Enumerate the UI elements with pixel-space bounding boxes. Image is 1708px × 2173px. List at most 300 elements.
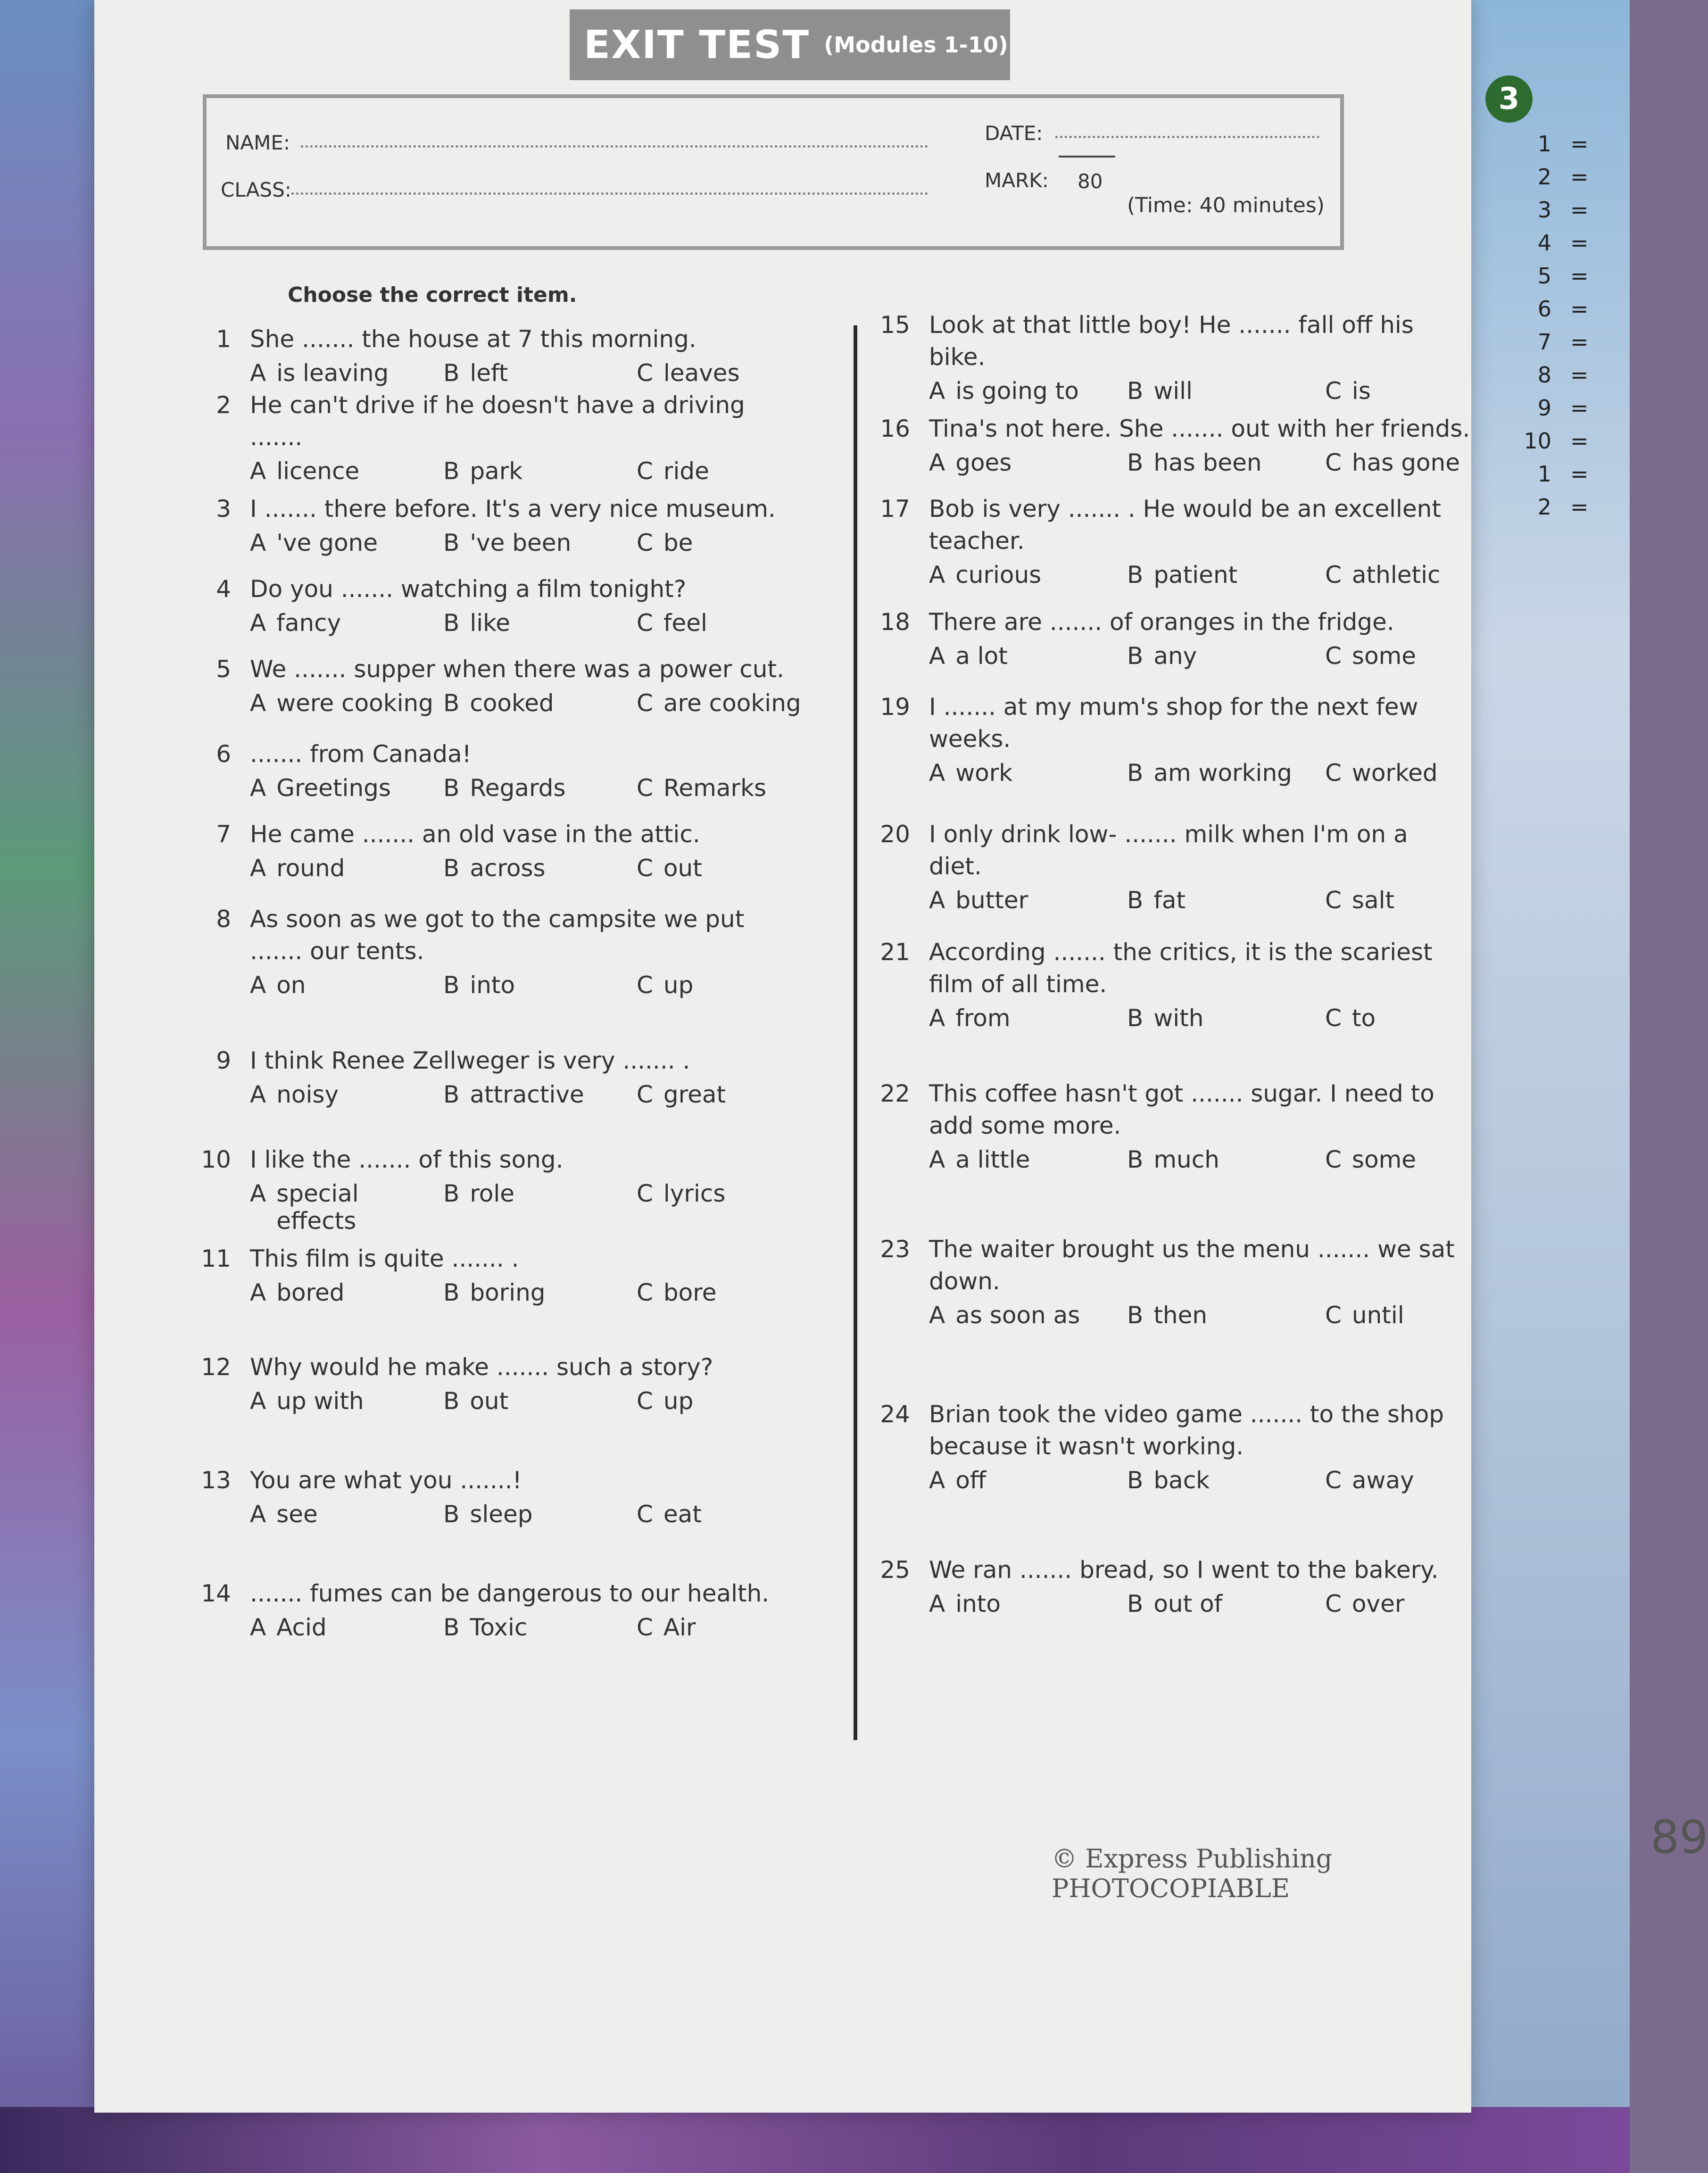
question-text-continued: down. bbox=[929, 1268, 1000, 1295]
option-b[interactable] bbox=[1127, 449, 1325, 476]
option-text: any bbox=[1153, 642, 1197, 670]
option-text: am working bbox=[1153, 759, 1292, 787]
option-b[interactable] bbox=[1127, 1590, 1325, 1617]
option-text: on bbox=[276, 971, 306, 999]
question-3 bbox=[189, 495, 839, 556]
option-text: Acid bbox=[276, 1614, 327, 1641]
option-letter: C bbox=[1325, 377, 1342, 405]
option-letter: C bbox=[637, 689, 653, 717]
option-text: out of bbox=[1153, 1590, 1223, 1617]
option-a[interactable] bbox=[929, 759, 1127, 787]
question-text: Why would he make ....... such a story? bbox=[250, 1353, 713, 1381]
option-letter: B bbox=[443, 609, 460, 637]
question-line bbox=[868, 1401, 1537, 1428]
date-field[interactable] bbox=[1055, 136, 1319, 138]
question-number: 2 bbox=[216, 391, 231, 419]
equals-sign: = bbox=[1570, 395, 1589, 421]
option-text: bored bbox=[276, 1279, 345, 1306]
option-text: Remarks bbox=[663, 774, 767, 802]
option-letter: A bbox=[250, 1279, 266, 1306]
question-line bbox=[189, 495, 839, 523]
answer-options bbox=[250, 1614, 839, 1641]
background-bottom bbox=[0, 2107, 1630, 2173]
option-text: athletic bbox=[1351, 561, 1441, 589]
option-letter: B bbox=[1127, 1004, 1144, 1032]
question-text: Look at that little boy! He ....... fall off his bbox=[929, 311, 1414, 339]
option-text: over bbox=[1351, 1590, 1405, 1617]
option-letter: C bbox=[1325, 449, 1342, 476]
option-letter: C bbox=[637, 609, 653, 637]
question-line bbox=[868, 495, 1537, 523]
option-a[interactable] bbox=[929, 1146, 1127, 1173]
option-a[interactable] bbox=[250, 1081, 443, 1108]
option-letter: C bbox=[1325, 1590, 1342, 1617]
option-text: are cooking bbox=[663, 689, 801, 717]
title-bar bbox=[570, 9, 1010, 80]
option-letter: C bbox=[637, 1614, 653, 1641]
option-b[interactable] bbox=[1127, 377, 1325, 405]
equals-sign: = bbox=[1570, 263, 1589, 289]
question-text: We ran ....... bread, so I went to the bakery. bbox=[929, 1556, 1439, 1584]
answer-options bbox=[929, 1146, 1537, 1173]
column-divider bbox=[854, 325, 857, 1740]
option-letter: C bbox=[1325, 561, 1342, 589]
option-c[interactable] bbox=[637, 359, 740, 387]
question-text: I ....... there before. It's a very nice museum. bbox=[250, 495, 776, 523]
option-a[interactable] bbox=[929, 377, 1127, 405]
question-line bbox=[189, 821, 839, 848]
option-c[interactable] bbox=[1325, 449, 1460, 476]
question-line bbox=[189, 1245, 839, 1272]
option-text: a lot bbox=[955, 642, 1008, 670]
option-text: like bbox=[470, 609, 511, 637]
question-19 bbox=[868, 693, 1537, 787]
question-text: I like the ....... of this song. bbox=[250, 1146, 564, 1173]
option-c[interactable] bbox=[637, 689, 801, 717]
equals-sign: = bbox=[1570, 164, 1589, 190]
question-line bbox=[189, 740, 839, 768]
question-text: Do you ....... watching a film tonight? bbox=[250, 575, 687, 603]
option-c[interactable] bbox=[637, 1180, 725, 1235]
question-20 bbox=[868, 821, 1537, 914]
option-a[interactable] bbox=[929, 449, 1127, 476]
option-c[interactable] bbox=[637, 971, 693, 999]
option-b[interactable] bbox=[443, 1180, 637, 1235]
option-text: role bbox=[470, 1180, 515, 1207]
question-25 bbox=[868, 1556, 1537, 1617]
question-line bbox=[189, 905, 839, 933]
question-line bbox=[189, 1353, 839, 1381]
option-c[interactable] bbox=[637, 1279, 716, 1306]
option-text: patient bbox=[1153, 561, 1238, 589]
class-field[interactable] bbox=[291, 192, 928, 195]
question-text: Bob is very ....... . He would be an excellent bbox=[929, 495, 1441, 523]
question-text: I ....... at my mum's shop for the next few bbox=[929, 693, 1418, 721]
option-letter: A bbox=[929, 1004, 945, 1032]
option-b[interactable] bbox=[1127, 759, 1325, 787]
option-b[interactable] bbox=[443, 854, 637, 882]
question-6 bbox=[189, 740, 839, 802]
option-b[interactable] bbox=[1127, 1146, 1325, 1173]
mark-label: MARK: bbox=[985, 169, 1049, 192]
question-24 bbox=[868, 1401, 1537, 1494]
question-22 bbox=[868, 1080, 1537, 1173]
option-c[interactable] bbox=[1325, 377, 1371, 405]
option-letter: A bbox=[250, 1081, 266, 1108]
question-text: I think Renee Zellweger is very ....... . bbox=[250, 1047, 690, 1074]
option-b[interactable] bbox=[443, 1501, 637, 1528]
option-a[interactable] bbox=[250, 1387, 443, 1415]
option-text: round bbox=[276, 854, 345, 882]
question-text: According ....... the critics, it is the scariest bbox=[929, 938, 1433, 966]
side-row-number: 9 bbox=[1537, 395, 1551, 421]
option-letter: B bbox=[443, 854, 460, 882]
option-letter: B bbox=[443, 774, 460, 802]
option-text: across bbox=[470, 854, 546, 882]
option-text: were cooking bbox=[276, 689, 433, 717]
test-page bbox=[94, 0, 1708, 2113]
option-text: as soon as bbox=[955, 1302, 1080, 1329]
option-text: back bbox=[1153, 1467, 1210, 1494]
option-a[interactable] bbox=[250, 1614, 443, 1641]
option-text: some bbox=[1351, 642, 1417, 670]
option-letter: B bbox=[1127, 642, 1144, 670]
answer-options bbox=[250, 1501, 839, 1528]
answer-options bbox=[929, 1467, 1537, 1494]
question-number: 9 bbox=[216, 1047, 231, 1074]
option-text: goes bbox=[955, 449, 1012, 476]
option-text: curious bbox=[955, 561, 1042, 589]
option-b[interactable] bbox=[1127, 561, 1325, 589]
side-row-number: 2 bbox=[1537, 494, 1551, 520]
option-text: 've gone bbox=[276, 529, 378, 556]
option-letter: A bbox=[250, 854, 266, 882]
option-a[interactable] bbox=[929, 1590, 1127, 1617]
question-line bbox=[189, 1467, 839, 1494]
option-text: park bbox=[470, 457, 523, 485]
option-a[interactable] bbox=[250, 1180, 443, 1235]
option-c[interactable] bbox=[1325, 759, 1438, 787]
option-text: will bbox=[1153, 377, 1193, 405]
option-letter: A bbox=[929, 887, 945, 914]
option-letter: C bbox=[637, 1387, 653, 1415]
equals-sign: = bbox=[1570, 461, 1589, 487]
option-b[interactable] bbox=[443, 1614, 637, 1641]
question-12 bbox=[189, 1353, 839, 1415]
option-a[interactable] bbox=[250, 359, 443, 387]
equals-sign: = bbox=[1570, 329, 1589, 355]
time-limit: (Time: 40 minutes) bbox=[1127, 193, 1325, 217]
option-text: see bbox=[276, 1501, 318, 1528]
question-line bbox=[868, 1236, 1537, 1263]
option-text: bore bbox=[663, 1279, 717, 1306]
option-text: licence bbox=[276, 457, 360, 485]
option-b[interactable] bbox=[1127, 1467, 1325, 1494]
option-text: from bbox=[955, 1004, 1011, 1032]
mark-total: 80 bbox=[1078, 170, 1103, 193]
answer-options bbox=[929, 887, 1537, 914]
option-b[interactable] bbox=[443, 774, 637, 802]
option-c[interactable] bbox=[637, 529, 693, 556]
option-letter: C bbox=[637, 359, 653, 387]
side-row-number: 8 bbox=[1537, 362, 1551, 388]
answer-options bbox=[250, 529, 839, 556]
option-text: 've been bbox=[470, 529, 572, 556]
option-letter: C bbox=[1325, 1146, 1342, 1173]
question-text-continued: ....... bbox=[250, 423, 303, 451]
question-text: Tina's not here. She ....... out with her friends. bbox=[929, 415, 1470, 442]
question-line bbox=[868, 821, 1537, 848]
option-b[interactable] bbox=[1127, 1302, 1325, 1329]
side-row-number: 5 bbox=[1537, 263, 1551, 289]
option-a[interactable] bbox=[250, 1279, 443, 1306]
option-text: into bbox=[955, 1590, 1001, 1617]
answer-options bbox=[929, 1302, 1537, 1329]
option-c[interactable] bbox=[1325, 887, 1394, 914]
answer-options bbox=[929, 642, 1537, 670]
option-text: leaves bbox=[663, 359, 740, 387]
side-row bbox=[1514, 160, 1589, 193]
option-a[interactable] bbox=[250, 609, 443, 637]
option-text: work bbox=[955, 759, 1013, 787]
option-text: to bbox=[1351, 1004, 1376, 1032]
question-line bbox=[189, 655, 839, 683]
option-text: Air bbox=[663, 1614, 696, 1641]
option-c[interactable] bbox=[1325, 642, 1416, 670]
option-text: a little bbox=[955, 1146, 1030, 1173]
option-b[interactable] bbox=[1127, 887, 1325, 914]
option-letter: B bbox=[1127, 449, 1144, 476]
option-c[interactable] bbox=[637, 1614, 696, 1641]
option-c[interactable] bbox=[637, 457, 709, 485]
option-a[interactable] bbox=[929, 561, 1127, 589]
question-number: 13 bbox=[201, 1467, 231, 1494]
option-letter: B bbox=[1127, 759, 1144, 787]
question-number: 10 bbox=[201, 1146, 231, 1173]
option-letter: A bbox=[929, 377, 945, 405]
option-letter: C bbox=[1325, 1004, 1342, 1032]
option-c[interactable] bbox=[637, 1387, 693, 1415]
question-text: This coffee hasn't got ....... sugar. I need to bbox=[929, 1080, 1434, 1107]
question-number: 15 bbox=[880, 311, 910, 339]
question-text-continued: because it wasn't working. bbox=[929, 1433, 1244, 1460]
option-text: then bbox=[1153, 1302, 1208, 1329]
question-number: 12 bbox=[201, 1353, 231, 1381]
side-badge-number: 3 bbox=[1498, 82, 1520, 116]
option-b[interactable] bbox=[443, 971, 637, 999]
question-line bbox=[189, 391, 839, 419]
question-4 bbox=[189, 575, 839, 637]
question-text-continued: diet. bbox=[929, 853, 982, 880]
option-letter: B bbox=[1127, 1467, 1144, 1494]
answer-options bbox=[929, 759, 1537, 787]
option-text: salt bbox=[1351, 887, 1395, 914]
question-line bbox=[189, 1047, 839, 1074]
option-letter: B bbox=[1127, 1302, 1144, 1329]
option-letter: C bbox=[1325, 759, 1342, 787]
option-c[interactable] bbox=[1325, 1590, 1404, 1617]
question-14 bbox=[189, 1580, 839, 1641]
option-b[interactable] bbox=[443, 609, 637, 637]
option-c[interactable] bbox=[637, 854, 702, 882]
option-a[interactable] bbox=[250, 457, 443, 485]
question-number: 22 bbox=[880, 1080, 910, 1107]
option-a[interactable] bbox=[250, 971, 443, 999]
option-b[interactable] bbox=[443, 457, 637, 485]
question-text: ....... from Canada! bbox=[250, 740, 472, 768]
question-number: 7 bbox=[216, 821, 231, 848]
option-text: away bbox=[1351, 1467, 1414, 1494]
question-9 bbox=[189, 1047, 839, 1108]
option-letter: C bbox=[637, 1081, 653, 1108]
option-letter: B bbox=[443, 457, 460, 485]
question-number: 24 bbox=[880, 1401, 910, 1428]
option-text: butter bbox=[955, 887, 1028, 914]
question-5 bbox=[189, 655, 839, 717]
option-letter: A bbox=[250, 359, 266, 387]
answer-options bbox=[250, 1387, 839, 1415]
question-number: 19 bbox=[880, 693, 910, 721]
option-text: fat bbox=[1153, 887, 1186, 914]
equals-sign: = bbox=[1570, 230, 1589, 256]
option-c[interactable] bbox=[1325, 1004, 1376, 1032]
question-number: 21 bbox=[880, 938, 910, 966]
question-number: 1 bbox=[216, 325, 231, 353]
question-16 bbox=[868, 415, 1537, 476]
option-letter: B bbox=[1127, 1590, 1144, 1617]
option-b[interactable] bbox=[1127, 642, 1325, 670]
question-11 bbox=[189, 1245, 839, 1306]
side-row bbox=[1514, 226, 1589, 259]
option-c[interactable] bbox=[1325, 1467, 1414, 1494]
option-text: great bbox=[663, 1081, 726, 1108]
name-field[interactable] bbox=[301, 145, 928, 148]
option-b[interactable] bbox=[443, 1279, 637, 1306]
side-row-number: 2 bbox=[1537, 164, 1551, 190]
option-c[interactable] bbox=[1325, 561, 1441, 589]
option-text: noisy bbox=[276, 1081, 339, 1108]
option-letter: B bbox=[1127, 377, 1144, 405]
option-letter: C bbox=[1325, 642, 1342, 670]
option-b[interactable] bbox=[443, 359, 637, 387]
option-letter: A bbox=[929, 642, 945, 670]
option-text: much bbox=[1153, 1146, 1219, 1173]
option-b[interactable] bbox=[443, 1387, 637, 1415]
date-label: DATE: bbox=[985, 122, 1043, 145]
option-letter: B bbox=[443, 1081, 460, 1108]
option-c[interactable] bbox=[1325, 1146, 1416, 1173]
question-18 bbox=[868, 608, 1537, 670]
option-a[interactable] bbox=[929, 1467, 1127, 1494]
option-text: out bbox=[470, 1387, 509, 1415]
option-b[interactable] bbox=[443, 529, 637, 556]
option-letter: B bbox=[1127, 561, 1144, 589]
option-letter: A bbox=[250, 1614, 266, 1641]
question-1 bbox=[189, 325, 839, 387]
option-letter: A bbox=[929, 1146, 945, 1173]
option-text: up bbox=[663, 971, 694, 999]
question-text-continued: add some more. bbox=[929, 1112, 1121, 1139]
option-a[interactable] bbox=[929, 1004, 1127, 1032]
option-c[interactable] bbox=[637, 1501, 702, 1528]
answer-options bbox=[250, 1279, 839, 1306]
option-letter: B bbox=[1127, 1146, 1144, 1173]
equals-sign: = bbox=[1570, 494, 1589, 520]
option-a[interactable] bbox=[929, 642, 1127, 670]
option-b[interactable] bbox=[1127, 1004, 1325, 1032]
option-c[interactable] bbox=[1325, 1302, 1404, 1329]
option-text: has been bbox=[1153, 449, 1262, 476]
copyright-footer: © Express Publishing PHOTOCOPIABLE bbox=[1052, 1844, 1333, 1903]
option-b[interactable] bbox=[443, 689, 637, 717]
question-line bbox=[868, 311, 1537, 339]
option-a[interactable] bbox=[250, 689, 443, 717]
option-text: sleep bbox=[470, 1501, 533, 1528]
option-c[interactable] bbox=[637, 609, 707, 637]
side-row-number: 10 bbox=[1524, 428, 1551, 454]
option-a[interactable] bbox=[250, 854, 443, 882]
question-text: This film is quite ....... . bbox=[250, 1245, 519, 1272]
question-line bbox=[189, 575, 839, 603]
option-a[interactable] bbox=[929, 1302, 1127, 1329]
side-row bbox=[1514, 127, 1589, 160]
instruction-text: Choose the correct item. bbox=[288, 283, 577, 307]
question-text: She ....... the house at 7 this morning. bbox=[250, 325, 696, 353]
option-a[interactable] bbox=[929, 887, 1127, 914]
option-c[interactable] bbox=[637, 1081, 726, 1108]
option-text: Toxic bbox=[470, 1614, 528, 1641]
answer-options bbox=[250, 1180, 839, 1235]
option-a[interactable] bbox=[250, 1501, 443, 1528]
answer-options bbox=[929, 561, 1537, 589]
option-letter: C bbox=[637, 457, 653, 485]
option-b[interactable] bbox=[443, 1081, 637, 1108]
answer-options bbox=[250, 689, 839, 717]
question-text-continued: bike. bbox=[929, 343, 986, 371]
option-text: some bbox=[1351, 1146, 1417, 1173]
answer-options bbox=[250, 774, 839, 802]
option-text: be bbox=[663, 529, 693, 556]
mark-fraction-line bbox=[1059, 156, 1115, 158]
option-text: left bbox=[470, 359, 508, 387]
equals-sign: = bbox=[1570, 362, 1589, 388]
student-info-box bbox=[203, 94, 1344, 250]
equals-sign: = bbox=[1570, 428, 1589, 454]
option-letter: C bbox=[637, 529, 653, 556]
question-number: 8 bbox=[216, 905, 231, 933]
option-text: feel bbox=[663, 609, 707, 637]
option-letter: C bbox=[1325, 1467, 1342, 1494]
option-a[interactable] bbox=[250, 529, 443, 556]
option-letter: A bbox=[250, 774, 266, 802]
side-module-badge bbox=[1485, 75, 1533, 123]
option-letter: A bbox=[929, 561, 945, 589]
side-row-number: 7 bbox=[1537, 329, 1551, 355]
question-line bbox=[868, 415, 1537, 442]
question-number: 20 bbox=[880, 821, 910, 848]
option-c[interactable] bbox=[637, 774, 766, 802]
option-text: cooked bbox=[470, 689, 554, 717]
option-letter: B bbox=[443, 1180, 460, 1207]
option-text: fancy bbox=[276, 609, 341, 637]
equals-sign: = bbox=[1570, 197, 1589, 223]
option-letter: B bbox=[1127, 887, 1144, 914]
option-a[interactable] bbox=[250, 774, 443, 802]
question-text: As soon as we got to the campsite we put bbox=[250, 905, 745, 933]
option-letter: C bbox=[637, 1180, 653, 1207]
question-line bbox=[189, 1146, 839, 1173]
answer-options bbox=[929, 1590, 1537, 1617]
